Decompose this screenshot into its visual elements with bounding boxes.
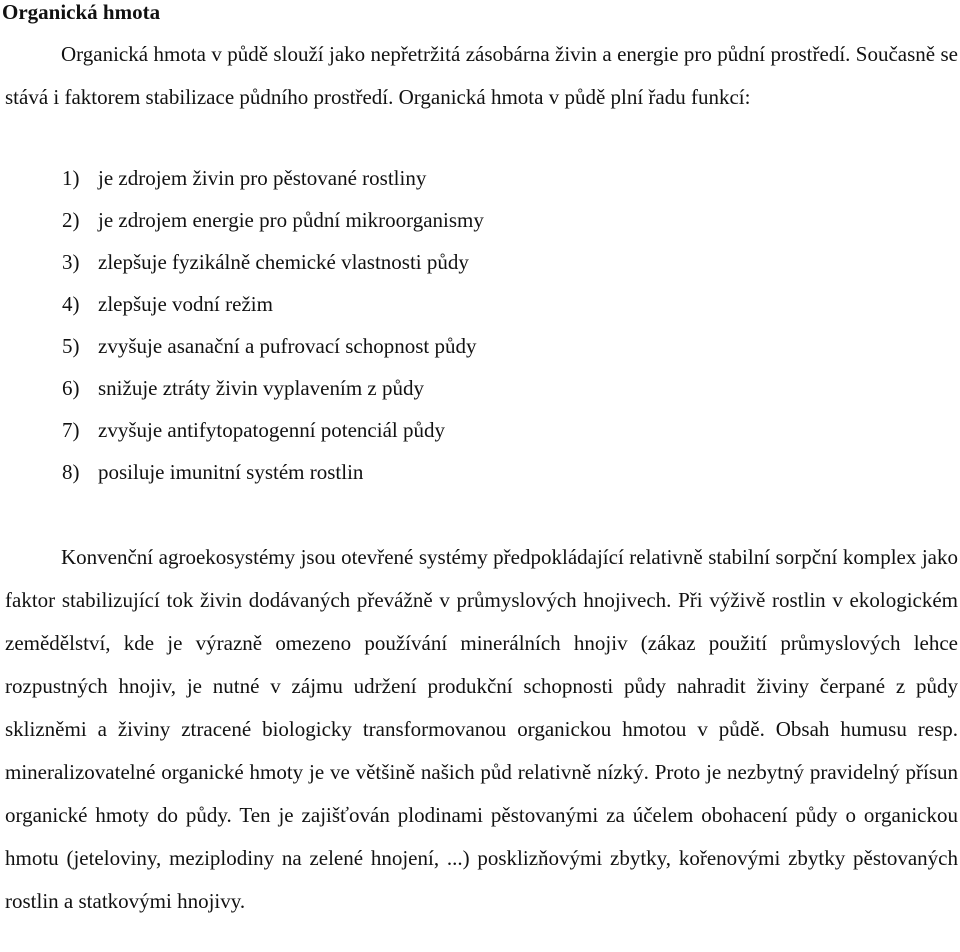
list-item bbox=[62, 409, 484, 451]
list-text: zlepšuje vodní režim bbox=[98, 292, 273, 316]
list-text: zvyšuje antifytopatogenní potenciál půdy bbox=[98, 418, 445, 442]
list-text: snižuje ztráty živin vyplavením z půdy bbox=[98, 376, 424, 400]
list-number: 3) bbox=[62, 250, 80, 274]
list-number: 5) bbox=[62, 334, 80, 358]
list-number: 4) bbox=[62, 292, 80, 316]
list-number: 1) bbox=[62, 166, 80, 190]
list-text: je zdrojem živin pro pěstované rostliny bbox=[98, 166, 427, 190]
section-heading: Organická hmota bbox=[2, 0, 161, 24]
body-paragraph: Konvenční agroekosystémy jsou otevřené systémy předpokládající relativně stabilní sorpční komplex jako faktor stabilizující tok živin dodávaných převážně v průmyslových hnojivech. Při výživě rostlin v ekologickém zemědělství, kde je výrazně omezeno používání minerálních hnojiv (zákaz použití průmyslových lehce rozpustných hnojiv, je nutné v zájmu udržení produkční schopnosti půdy nahradit živiny čerpané z půdy sklizněmi a živiny ztracené biologicky transformovanou organickou hmotou v půdě. Obsah humusu resp. mineralizovatelné organické hmoty je ve většině našich půd relativně nízký. Proto je nezbytný pravidelný přísun organické hmoty do půdy. Ten je zajišťován plodinami pěstovanými za účelem obohacení půdy o organickou hmotu (jeteloviny, meziplodiny na zelené hnojení, ...) posklizňovými zbytky, kořenovými zbytky pěstovaných rostlin a statkovými hnojivy. bbox=[5, 545, 958, 913]
list-number: 2) bbox=[62, 208, 80, 232]
list-item bbox=[62, 157, 484, 199]
list-item bbox=[62, 367, 484, 409]
list-text: posiluje imunitní systém rostlin bbox=[98, 460, 364, 484]
list-text: zlepšuje fyzikálně chemické vlastnosti půdy bbox=[98, 250, 469, 274]
list-number: 8) bbox=[62, 460, 80, 484]
functions-list bbox=[62, 157, 484, 493]
intro-paragraph: Organická hmota v půdě slouží jako nepřetržitá zásobárna živin a energie pro půdní prostředí. Současně se stává i faktorem stabilizace půdního prostředí. Organická hmota v půdě plní řadu funkcí: bbox=[5, 42, 958, 109]
list-text: je zdrojem energie pro půdní mikroorganismy bbox=[98, 208, 484, 232]
list-item bbox=[62, 199, 484, 241]
list-number: 7) bbox=[62, 418, 80, 442]
list-item bbox=[62, 325, 484, 367]
list-item bbox=[62, 451, 484, 493]
list-item bbox=[62, 241, 484, 283]
list-text: zvyšuje asanační a pufrovací schopnost půdy bbox=[98, 334, 477, 358]
list-number: 6) bbox=[62, 376, 80, 400]
list-item bbox=[62, 283, 484, 325]
